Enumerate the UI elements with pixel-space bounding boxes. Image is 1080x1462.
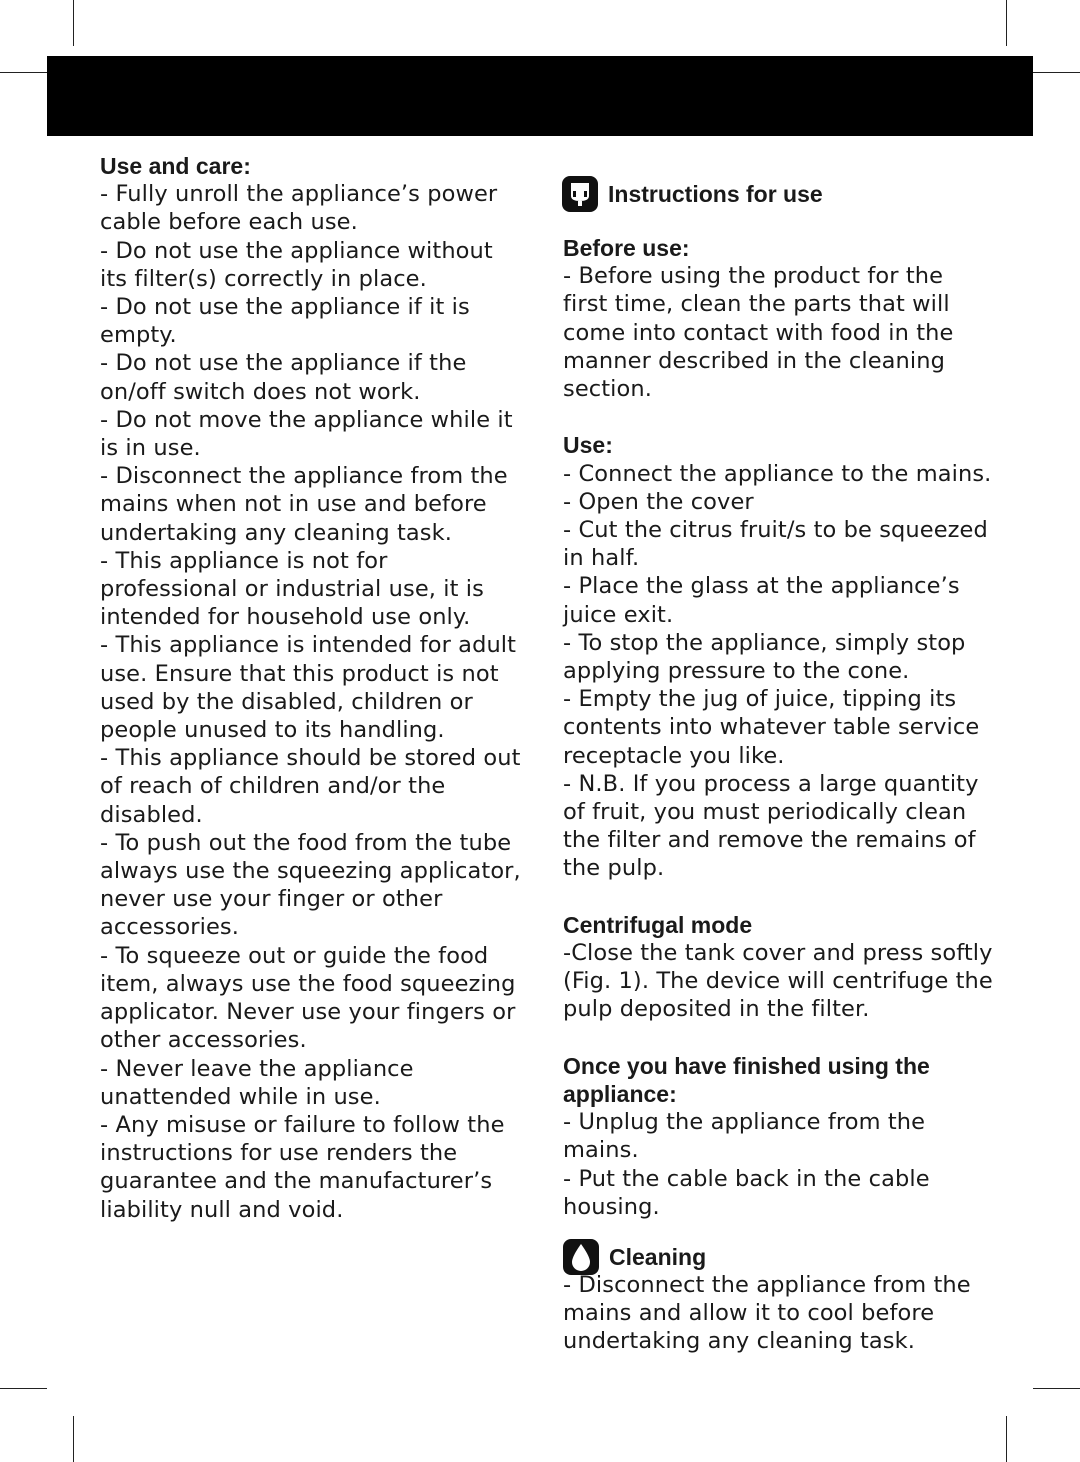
crop-mark [73, 1416, 74, 1462]
cleaning-heading: Cleaning [609, 1243, 707, 1270]
list-item: - N.B. If you process a large quantity of fruit, you must periodically clean the filter and remove the remains of the pulp. [563, 770, 979, 882]
list-item: - Connect the appliance to the mains. [563, 460, 992, 487]
list-item: - Fully unroll the appliance’s power cable before each use. [100, 181, 498, 236]
list-item: - Do not use the appliance if it is empty. [100, 294, 470, 349]
crop-mark [1006, 1416, 1007, 1462]
crop-mark [0, 72, 47, 73]
before-use-heading: Before use: [563, 235, 690, 261]
crop-mark [1006, 0, 1007, 46]
centrifugal-text: -Close the tank cover and press softly (Fig. 1). The device will centrifuge the pulp deposited in the filter. [563, 940, 993, 1023]
instructions-column [563, 176, 993, 1356]
plug-icon [562, 176, 598, 212]
list-item: - This appliance should be stored out of reach of children and/or the disabled. [100, 745, 521, 828]
crop-mark [73, 0, 74, 46]
water-drop-icon [563, 1239, 599, 1275]
list-item: - This appliance is not for professional or industrial use, it is intended for household use only. [100, 547, 484, 631]
crop-mark [1033, 72, 1080, 73]
list-item: - Do not use the appliance if the on/off switch does not work. [100, 350, 467, 405]
list-item: - Place the glass at the appliance’s juice exit. [563, 573, 960, 628]
list-item: - Put the cable back in the cable housing. [563, 1165, 930, 1220]
list-item: - Before using the product for the first time, clean the parts that will come into contact with food in the manner described in the cleaning section. [563, 263, 954, 403]
use-and-care-heading: Use and care: [100, 153, 251, 179]
cleaning-text: - Disconnect the appliance from the mains and allow it to cool before undertaking any cleaning task. [563, 1272, 971, 1355]
list-item: - Disconnect the appliance from the mains when not in use and before undertaking any cleaning task. [100, 463, 508, 546]
header-bar [47, 56, 1033, 136]
list-item: - Cut the citrus fruit/s to be squeezed in half. [563, 517, 988, 572]
centrifugal-heading: Centrifugal mode [563, 911, 753, 938]
list-item: - Open the cover [563, 488, 754, 515]
list-item: - This appliance is intended for adult use. Ensure that this product is not used by the disabled, children or people unused to its handling. [100, 632, 517, 744]
list-item: - To push out the food from the tube always use the squeezing applicator, never use your finger or other accessories. [100, 829, 521, 941]
list-item: - To stop the appliance, simply stop applying pressure to the cone. [563, 629, 966, 685]
instructions-heading-row [562, 176, 993, 212]
instructions-heading: Instructions for use [608, 180, 823, 207]
crop-mark [1033, 1388, 1080, 1389]
list-item: - Empty the jug of juice, tipping its contents into whatever table service receptacle you like. [563, 686, 980, 769]
list-item: - To squeeze out or guide the food item, always use the food squeezing applicator. Never use your fingers or other accessories. [100, 942, 516, 1054]
list-item: - Never leave the appliance unattended while in use. [100, 1055, 414, 1110]
list-item: - Do not move the appliance while it is in use. [100, 406, 513, 462]
list-item: - Do not use the appliance without its filter(s) correctly in place. [100, 237, 493, 292]
list-item: - Unplug the appliance from the mains. [563, 1109, 926, 1164]
finished-heading: Once you have finished using the appliance: [563, 1052, 930, 1108]
list-item: - Any misuse or failure to follow the instructions for use renders the guarantee and the manufacturer’s liability null and void. [100, 1111, 505, 1223]
crop-mark [0, 1388, 47, 1389]
cleaning-heading-row [563, 1239, 993, 1275]
use-heading: Use: [563, 432, 613, 459]
use-and-care-column [100, 152, 525, 1224]
